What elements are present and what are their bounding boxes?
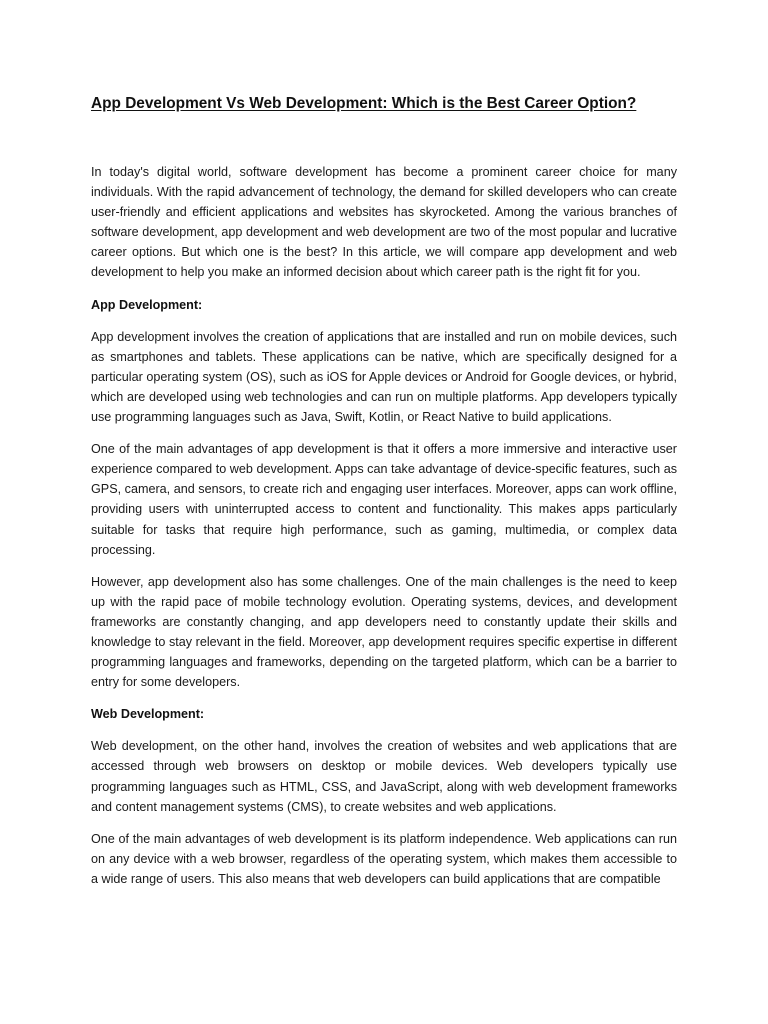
- web-paragraph-2: One of the main advantages of web development is its platform independence. Web applications can run on any device with a web browser, regardless of the operating system, which makes them accessible to a wide range of users. This also means that web developers can build applications that are compatible: [91, 831, 677, 886]
- app-paragraph-1: App development involves the creation of applications that are installed and run on mobile devices, such as smartphones and tablets. These applications can be native, which are specifically designed for a particular operating system (OS), such as iOS for Apple devices or Android for Google devices, or hybrid, which are developed using web technologies and can run on multiple platforms. App developers typically use programming languages such as Java, Swift, Kotlin, or React Native to build applications.: [91, 329, 677, 425]
- document-body: [91, 162, 677, 901]
- web-paragraph-1: Web development, on the other hand, involves the creation of websites and web applications that are accessed through web browsers on desktop or mobile devices. Web developers typically use programming languages such as HTML, CSS, and JavaScript, along with web development frameworks and content management systems (CMS), to create websites and web applications.: [91, 739, 677, 814]
- app-paragraph-2: One of the main advantages of app development is that it offers a more immersive and interactive user experience compared to web development. Apps can take advantage of device-specific features, such as GPS, camera, and sensors, to create rich and engaging user interfaces. Moreover, apps can work offline, providing users with uninterrupted access to content and functionality. This makes apps particularly suitable for tasks that require high performance, such as gaming, multimedia, or complex data processing.: [91, 442, 677, 557]
- web-development-section: [91, 704, 677, 889]
- section-heading-app-development: App Development:: [91, 297, 203, 312]
- app-paragraph-3: However, app development also has some challenges. One of the main challenges is the need to keep up with the rapid pace of mobile technology evolution. Operating systems, devices, and development frameworks are constantly changing, and app developers need to constantly update their skills and knowledge to stay relevant in the field. Moreover, app development requires specific expertise in different programming languages and frameworks, depending on the targeted platform, which can be a barrier to entry for some developers.: [91, 574, 677, 690]
- document-title: App Development Vs Web Development: Which is the Best Career Option?: [91, 95, 637, 112]
- section-heading-web-development: Web Development:: [91, 707, 205, 722]
- intro-paragraph: In today's digital world, software development has become a prominent career choice for many individuals. With the rapid advancement of technology, the demand for skilled developers who can create user-friendly and efficient applications and websites has skyrocketed. Among the various branches of software development, app development and web development are two of the most popular and lucrative career options. But which one is the best? In this article, we will compare app development and web development to help you make an informed decision about which career path is the right fit for you.: [91, 165, 677, 280]
- app-development-section: [91, 295, 677, 693]
